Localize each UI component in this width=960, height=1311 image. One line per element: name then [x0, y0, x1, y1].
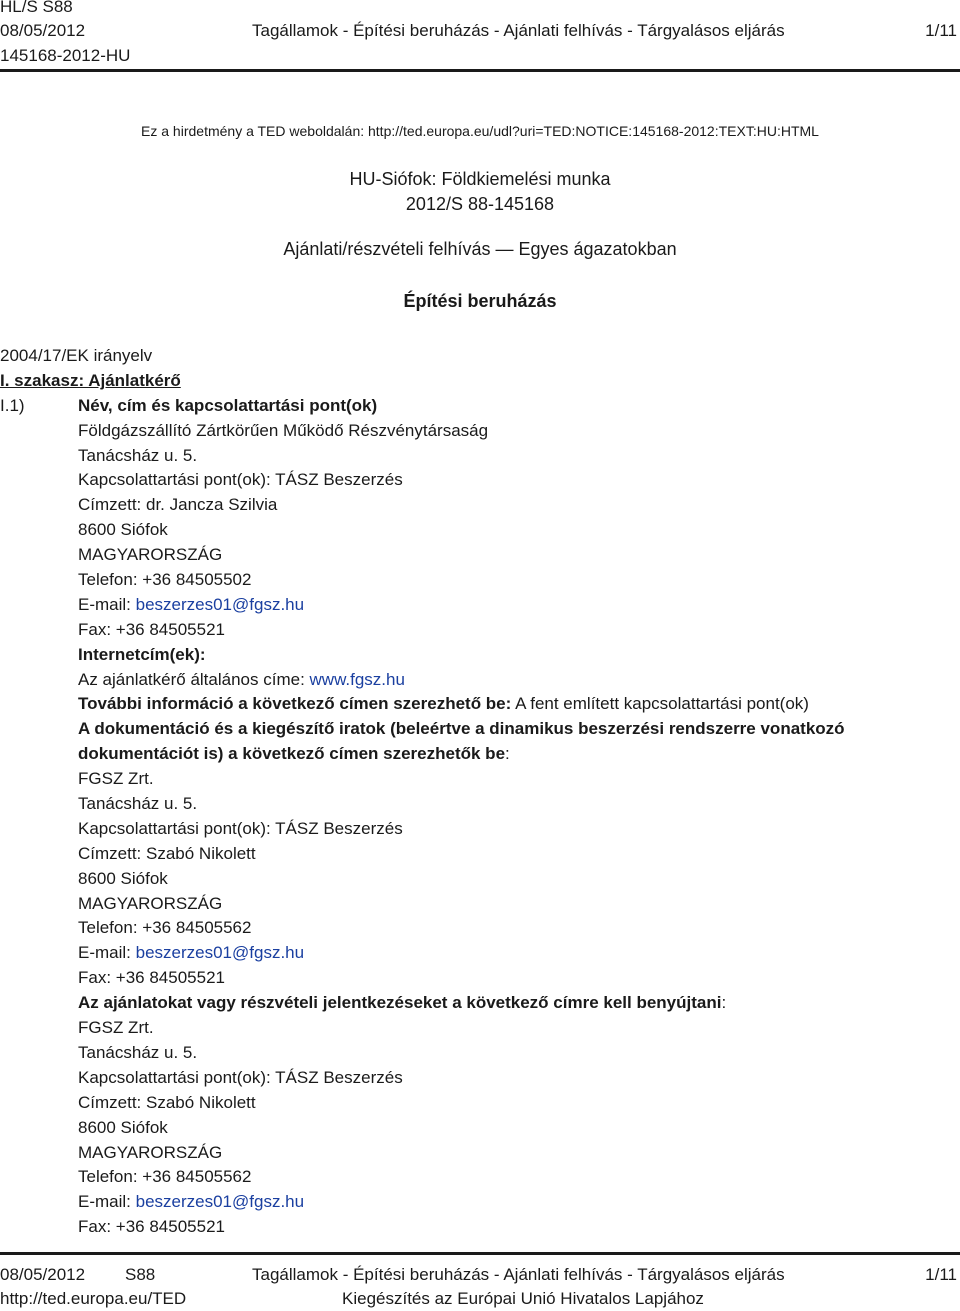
documents-label-line2: dokumentációt is) a következő címen szerezhetők be	[78, 744, 506, 764]
submission-label-row	[0, 991, 960, 1016]
contact2-name: FGSZ Zrt.	[78, 769, 154, 789]
contact2-contact-point: Kapcsolattartási pont(ok): TÁSZ Beszerzés	[78, 818, 403, 838]
contact2-street: Tanácsház u. 5.	[78, 794, 198, 814]
documents-label-line1: A dokumentáció és a kiegészítő iratok (beleértve a dinamikus beszerzési rendszerre vonatkozó	[78, 719, 845, 739]
footer-supplement: Kiegészítés az Európai Unió Hivatalos Lapjához	[342, 1289, 704, 1308]
contact3-country: MAGYARORSZÁG	[78, 1142, 223, 1162]
contact3-phone: Telefon: +36 84505562	[78, 1167, 252, 1187]
contact3-email-label: E-mail:	[78, 1192, 136, 1212]
header-subtitle: Tagállamok - Építési beruházás - Ajánlati felhívás - Tárgyalásos eljárás	[252, 21, 785, 40]
header-notice-id: 145168-2012-HU	[0, 46, 131, 65]
contact1-email-row	[0, 593, 960, 618]
contact1-email-link[interactable]: beszerzes01@fgsz.hu	[135, 594, 305, 614]
notice-body	[0, 344, 960, 1240]
contact1-fax: Fax: +36 84505521	[78, 619, 225, 639]
contact2-fax: Fax: +36 84505521	[78, 968, 225, 988]
submission-label: Az ajánlatokat vagy részvételi jelentkezéseket a következő címre kell benyújtani	[78, 993, 722, 1013]
header-rule	[0, 69, 960, 72]
contact3-name: FGSZ Zrt.	[78, 1018, 154, 1038]
submission-colon: :	[721, 993, 727, 1013]
notice-reference: 2012/S 88-145168	[405, 194, 555, 214]
contact2-attention: Címzett: Szabó Nikolett	[78, 843, 256, 863]
internet-addresses-label: Internetcím(ek):	[78, 644, 206, 664]
contact2-city: 8600 Siófok	[78, 868, 168, 888]
subsection-number: I.1)	[0, 395, 25, 415]
contact3-email-link[interactable]: beszerzes01@fgsz.hu	[135, 1192, 305, 1212]
contact1-phone: Telefon: +36 84505502	[78, 570, 252, 590]
ted-link-note: Ez a hirdetmény a TED weboldalán: http://ted.europa.eu/udl?uri=TED:NOTICE:145168-2012:TEXT:HU:HTML	[141, 123, 819, 139]
contact1-name: Földgázszállító Zártkörűen Működő Részvénytársaság	[78, 420, 489, 440]
footer-series: S88	[125, 1265, 156, 1284]
contact2-email-label: E-mail:	[78, 943, 136, 963]
subsection-title: Név, cím és kapcsolattartási pont(ok)	[78, 395, 378, 415]
general-address-link[interactable]: www.fgsz.hu	[309, 669, 405, 689]
general-address-row	[0, 668, 960, 693]
further-info-label: További információ a következő címen szerezhető be:	[78, 694, 512, 714]
footer-page-number: 1/11	[925, 1265, 957, 1284]
contact2-email-row	[0, 941, 960, 966]
further-info-row	[0, 692, 960, 717]
documents-label-line2-row	[0, 742, 960, 767]
footer-date: 08/05/2012	[0, 1265, 86, 1284]
contact2-country: MAGYARORSZÁG	[78, 893, 223, 913]
contact1-street: Tanácsház u. 5.	[78, 445, 198, 465]
footer-ted-url[interactable]: http://ted.europa.eu/TED	[0, 1289, 187, 1308]
contact3-email-row	[0, 1190, 960, 1215]
section-title: I. szakasz: Ajánlatkérő	[0, 370, 181, 390]
contact3-attention: Címzett: Szabó Nikolett	[78, 1092, 256, 1112]
contact1-contact-point: Kapcsolattartási pont(ok): TÁSZ Beszerzés	[78, 470, 403, 490]
notice-type: Ajánlati/részvételi felhívás — Egyes ágazatokban	[283, 239, 677, 259]
footer-subtitle: Tagállamok - Építési beruházás - Ajánlati felhívás - Tárgyalásos eljárás	[252, 1265, 785, 1284]
contact2-phone: Telefon: +36 84505562	[78, 918, 252, 938]
contact3-contact-point: Kapcsolattartási pont(ok): TÁSZ Beszerzés	[78, 1067, 403, 1087]
contact1-country: MAGYARORSZÁG	[78, 545, 223, 565]
documents-colon: :	[505, 744, 510, 764]
directive: 2004/17/EK irányelv	[0, 346, 153, 365]
general-address-label: Az ajánlatkérő általános címe:	[78, 669, 310, 689]
oj-reference: HL/S S88	[0, 0, 73, 16]
further-info-value: A fent említett kapcsolattartási pont(ok)	[511, 694, 809, 714]
contact2-email-link[interactable]: beszerzes01@fgsz.hu	[135, 943, 305, 963]
notice-title: HU-Siófok: Földkiemelési munka	[349, 169, 611, 189]
contact3-city: 8600 Siófok	[78, 1117, 168, 1137]
contact1-email-label: E-mail:	[78, 594, 136, 614]
contact3-fax: Fax: +36 84505521	[78, 1217, 225, 1237]
header-page-number: 1/11	[925, 21, 957, 40]
footer-rule	[0, 1252, 960, 1255]
subsection-heading	[0, 394, 960, 419]
contact3-street: Tanácsház u. 5.	[78, 1042, 198, 1062]
contract-type: Építési beruházás	[403, 291, 557, 311]
header-date: 08/05/2012	[0, 21, 86, 40]
contact1-city: 8600 Siófok	[78, 520, 168, 540]
contact1-attention: Címzett: dr. Jancza Szilvia	[78, 495, 278, 515]
